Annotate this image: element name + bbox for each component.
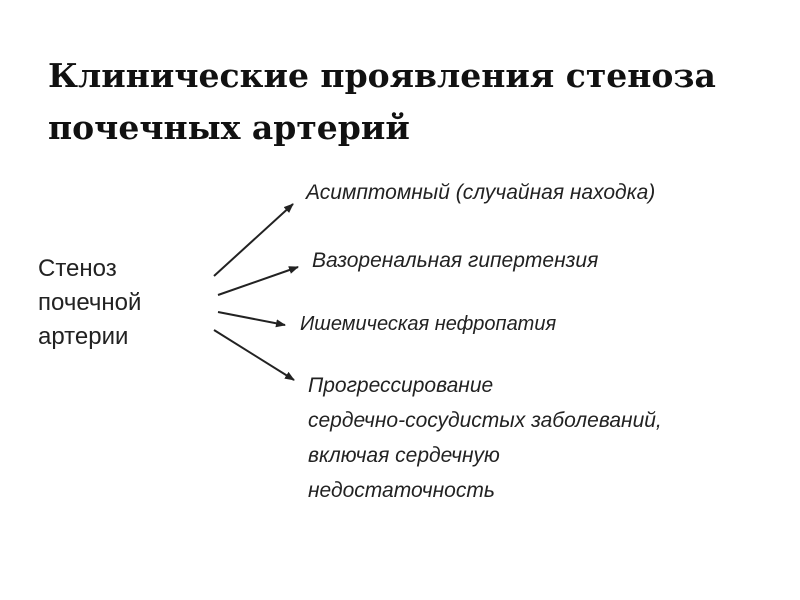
branch-cardiovascular-progression bbox=[308, 368, 662, 508]
branch-label: Асимптомный (случайная находка) bbox=[306, 181, 656, 204]
source-line: артерии bbox=[38, 323, 129, 350]
branch-renovascular-hypertension bbox=[312, 246, 598, 276]
branch-asymptomatic bbox=[306, 178, 655, 208]
arrow-to-branch-1 bbox=[214, 204, 293, 276]
branch-label: Вазоренальная гипертензия bbox=[312, 249, 599, 272]
slide-title-line-1: Клинические проявления стеноза bbox=[48, 56, 716, 95]
branch-label-line: Прогрессирование bbox=[308, 374, 494, 397]
branch-ischemic-nephropathy bbox=[300, 309, 556, 339]
arrow-to-branch-4 bbox=[214, 330, 294, 380]
source-line: почечной bbox=[38, 289, 142, 316]
branch-label-line: включая сердечную bbox=[308, 444, 500, 467]
branch-label-line: недостаточность bbox=[308, 479, 495, 502]
arrow-to-branch-2 bbox=[218, 267, 298, 295]
diagram-source-node bbox=[38, 252, 141, 354]
branch-label: Ишемическая нефропатия bbox=[300, 313, 557, 335]
arrow-to-branch-3 bbox=[218, 312, 285, 325]
slide-title bbox=[48, 50, 768, 154]
source-line: Стеноз bbox=[38, 255, 117, 282]
branch-label-line: сердечно-сосудистых заболеваний, bbox=[308, 409, 662, 432]
slide-title-line-2: почечных артерий bbox=[48, 108, 410, 147]
